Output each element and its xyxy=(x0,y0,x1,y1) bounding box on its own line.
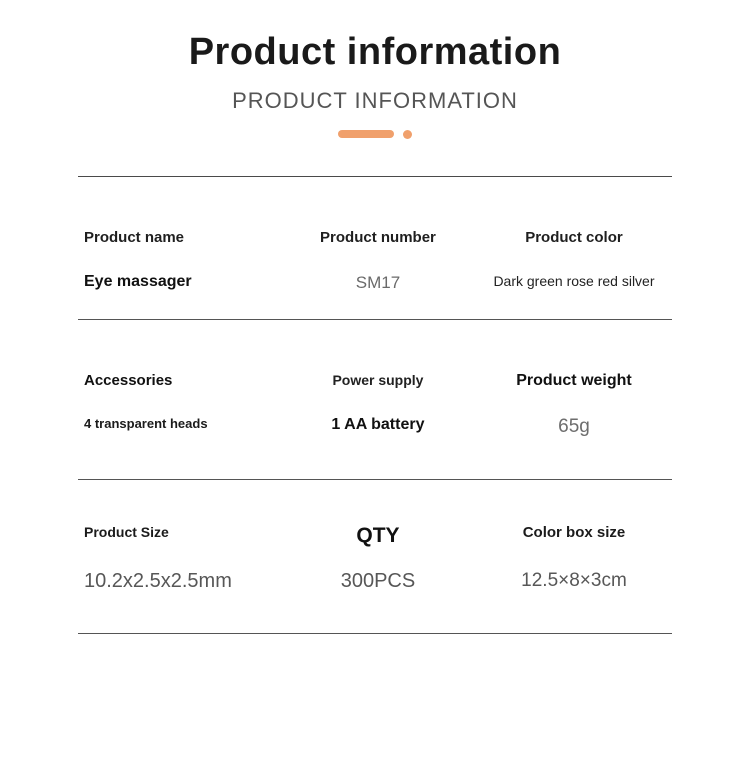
spec-label-row xyxy=(78,229,672,246)
label-product-name: Product name xyxy=(84,228,185,246)
label-power-supply: Power supply xyxy=(332,371,424,388)
spec-label-row xyxy=(78,372,672,390)
value-product-name: Eye massager xyxy=(84,272,192,290)
spec-table xyxy=(78,139,672,634)
accent-decoration xyxy=(0,130,750,139)
value-power-supply: 1 AA battery xyxy=(331,415,425,433)
value-qty: 300PCS xyxy=(340,569,416,592)
spec-group-1 xyxy=(78,177,672,293)
value-color-box-size: 12.5×8×3cm xyxy=(521,569,627,591)
value-product-color: Dark green rose red silver xyxy=(493,272,655,289)
spacer-2 xyxy=(78,438,672,479)
accent-bar-icon xyxy=(338,130,394,138)
page-title: Product information xyxy=(188,31,562,73)
spec-value-row xyxy=(78,548,672,593)
label-product-size: Product Size xyxy=(84,523,169,540)
label-qty: QTY xyxy=(356,523,400,547)
value-product-weight: 65g xyxy=(558,415,590,437)
table-divider-bottom xyxy=(78,633,672,634)
value-product-number: SM17 xyxy=(355,272,401,292)
label-color-box-size: Color box size xyxy=(522,523,626,541)
spec-group-2 xyxy=(78,320,672,438)
page-subtitle: PRODUCT INFORMATION xyxy=(232,87,518,113)
accent-dot-icon xyxy=(403,130,412,139)
spec-value-row xyxy=(78,246,672,293)
label-product-color: Product color xyxy=(525,228,623,246)
label-product-number: Product number xyxy=(320,228,436,246)
page-header xyxy=(0,0,750,139)
value-product-size: 10.2x2.5x2.5mm xyxy=(84,569,232,592)
value-accessories: 4 transparent heads xyxy=(84,415,208,431)
spec-value-row xyxy=(78,390,672,438)
spacer-3 xyxy=(78,593,672,633)
label-product-weight: Product weight xyxy=(516,371,632,389)
spec-group-3 xyxy=(78,480,672,593)
label-accessories: Accessories xyxy=(84,371,173,389)
spacer-1 xyxy=(78,293,672,319)
spec-label-row xyxy=(78,524,672,548)
